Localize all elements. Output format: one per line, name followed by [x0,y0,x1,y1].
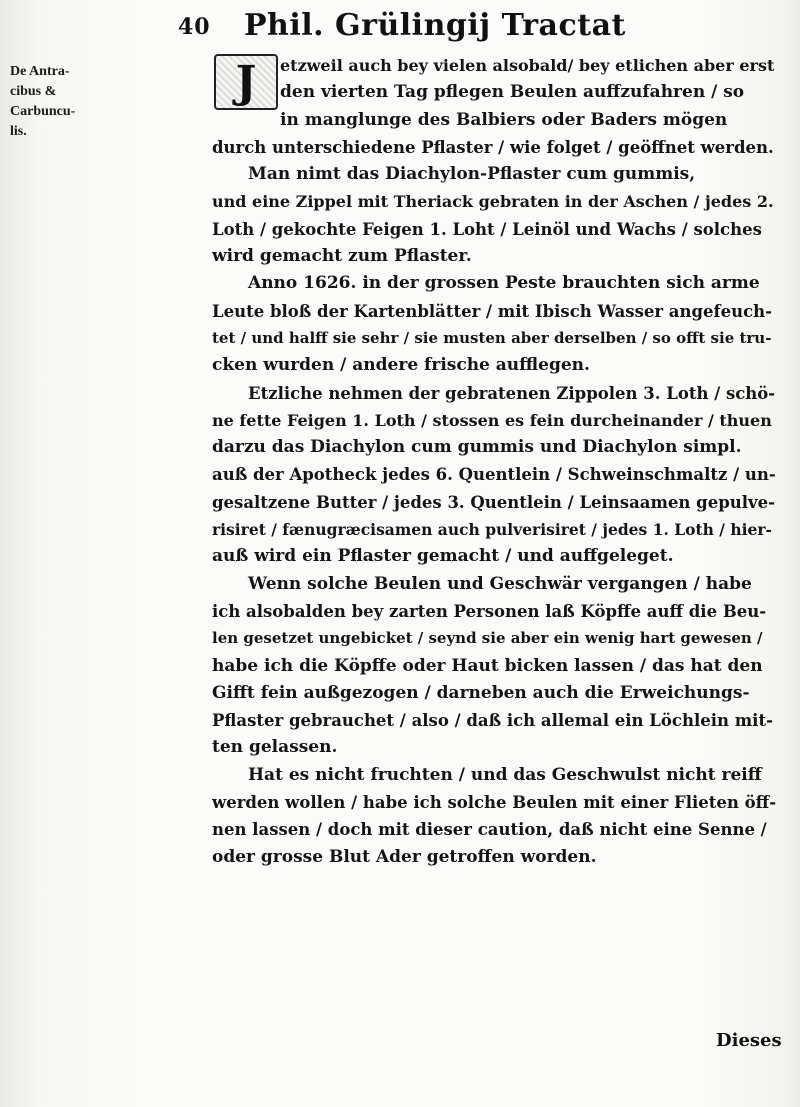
text-line: oder grosse Blut Ader getroffen worden. [212,846,597,867]
text-line: Hat es nicht fruchten / und das Geschwulst nicht reiff [248,764,762,785]
text-line: Anno 1626. in der grossen Peste brauchten sich arme [248,273,760,294]
text-line: Etzliche nehmen der gebratenen Zippolen 3. Loth / schö- [248,383,776,403]
text-line: ne fette Feigen 1. Loth / stossen es fein durcheinander / thuen [212,410,772,430]
text-line: und eine Zippel mit Theriack gebraten in der Aschen / jedes 2. [212,192,774,212]
text-line: Wenn solche Beulen und Geschwär vergangen / habe [248,573,752,594]
page-number: 40 [178,14,211,40]
decorated-initial: J [214,54,278,110]
marginal-note-line: cibus & [10,84,57,99]
text-line: len gesetzet ungebicket / seynd sie aber ein wenig hart gewesen / [212,629,763,648]
text-line: den vierten Tag pflegen Beulen auffzufahren / so [280,82,745,103]
marginal-note-line: Carbuncu- [10,104,76,119]
marginal-note-line: lis. [10,124,27,139]
text-line: risiret / fænugræcisamen auch pulverisiret / jedes 1. Loth / hier- [212,520,772,540]
text-line: Pflaster gebrauchet / also / daß ich allemal ein Löchlein mit- [212,711,773,731]
text-line: auß wird ein Pflaster gemacht / und auffgeleget. [212,546,674,567]
text-line: in manglunge des Balbiers oder Baders mögen [280,109,728,130]
text-line: gesaltzene Butter / jedes 3. Quentlein / Leinsaamen gepulve- [212,492,775,512]
text-line: werden wollen / habe ich solche Beulen mit einer Flieten öff- [212,793,777,813]
marginal-note-line: De Antra- [10,64,70,79]
text-line: etzweil auch bey vielen alsobald/ bey etlichen aber erst [280,56,775,75]
text-line: habe ich die Köpffe oder Haut bicken lassen / das hat den [212,655,763,676]
running-head [178,8,738,48]
text-line: tet / und halff sie sehr / sie musten aber derselben / so offt sie tru- [212,328,772,347]
text-line: darzu das Diachylon cum gummis und Diachylon simpl. [212,437,742,458]
text-line: ich alsobalden bey zarten Personen laß Köpffe auff die Beu- [212,601,767,621]
text-line: ten gelassen. [212,737,338,758]
text-line: nen lassen / doch mit dieser caution, daß nicht eine Senne / [212,820,767,840]
marginal-note [10,62,80,142]
text-line: Man nimt das Diachylon-Pflaster cum gummis, [248,164,696,185]
text-line: wird gemacht zum Pflaster. [212,246,472,267]
text-line: Loth / gekochte Feigen 1. Loht / Leinöl und Wachs / solches [212,219,762,239]
text-line: durch unterschiedene Pflaster / wie folget / geöffnet werden. [212,137,774,157]
catchword: Dieses [716,1030,782,1051]
text-line: auß der Apotheck jedes 6. Quentlein / Schweinschmaltz / un- [212,465,776,485]
text-line: Leute bloß der Kartenblätter / mit Ibisch Wasser angefeuch- [212,301,773,321]
text-line: cken wurden / andere frische aufflegen. [212,355,590,376]
running-title: Phil. Grülingij Tractat [244,8,626,43]
body-text [212,52,777,871]
text-line: Gifft fein außgezogen / darneben auch die Erweichungs- [212,682,750,703]
